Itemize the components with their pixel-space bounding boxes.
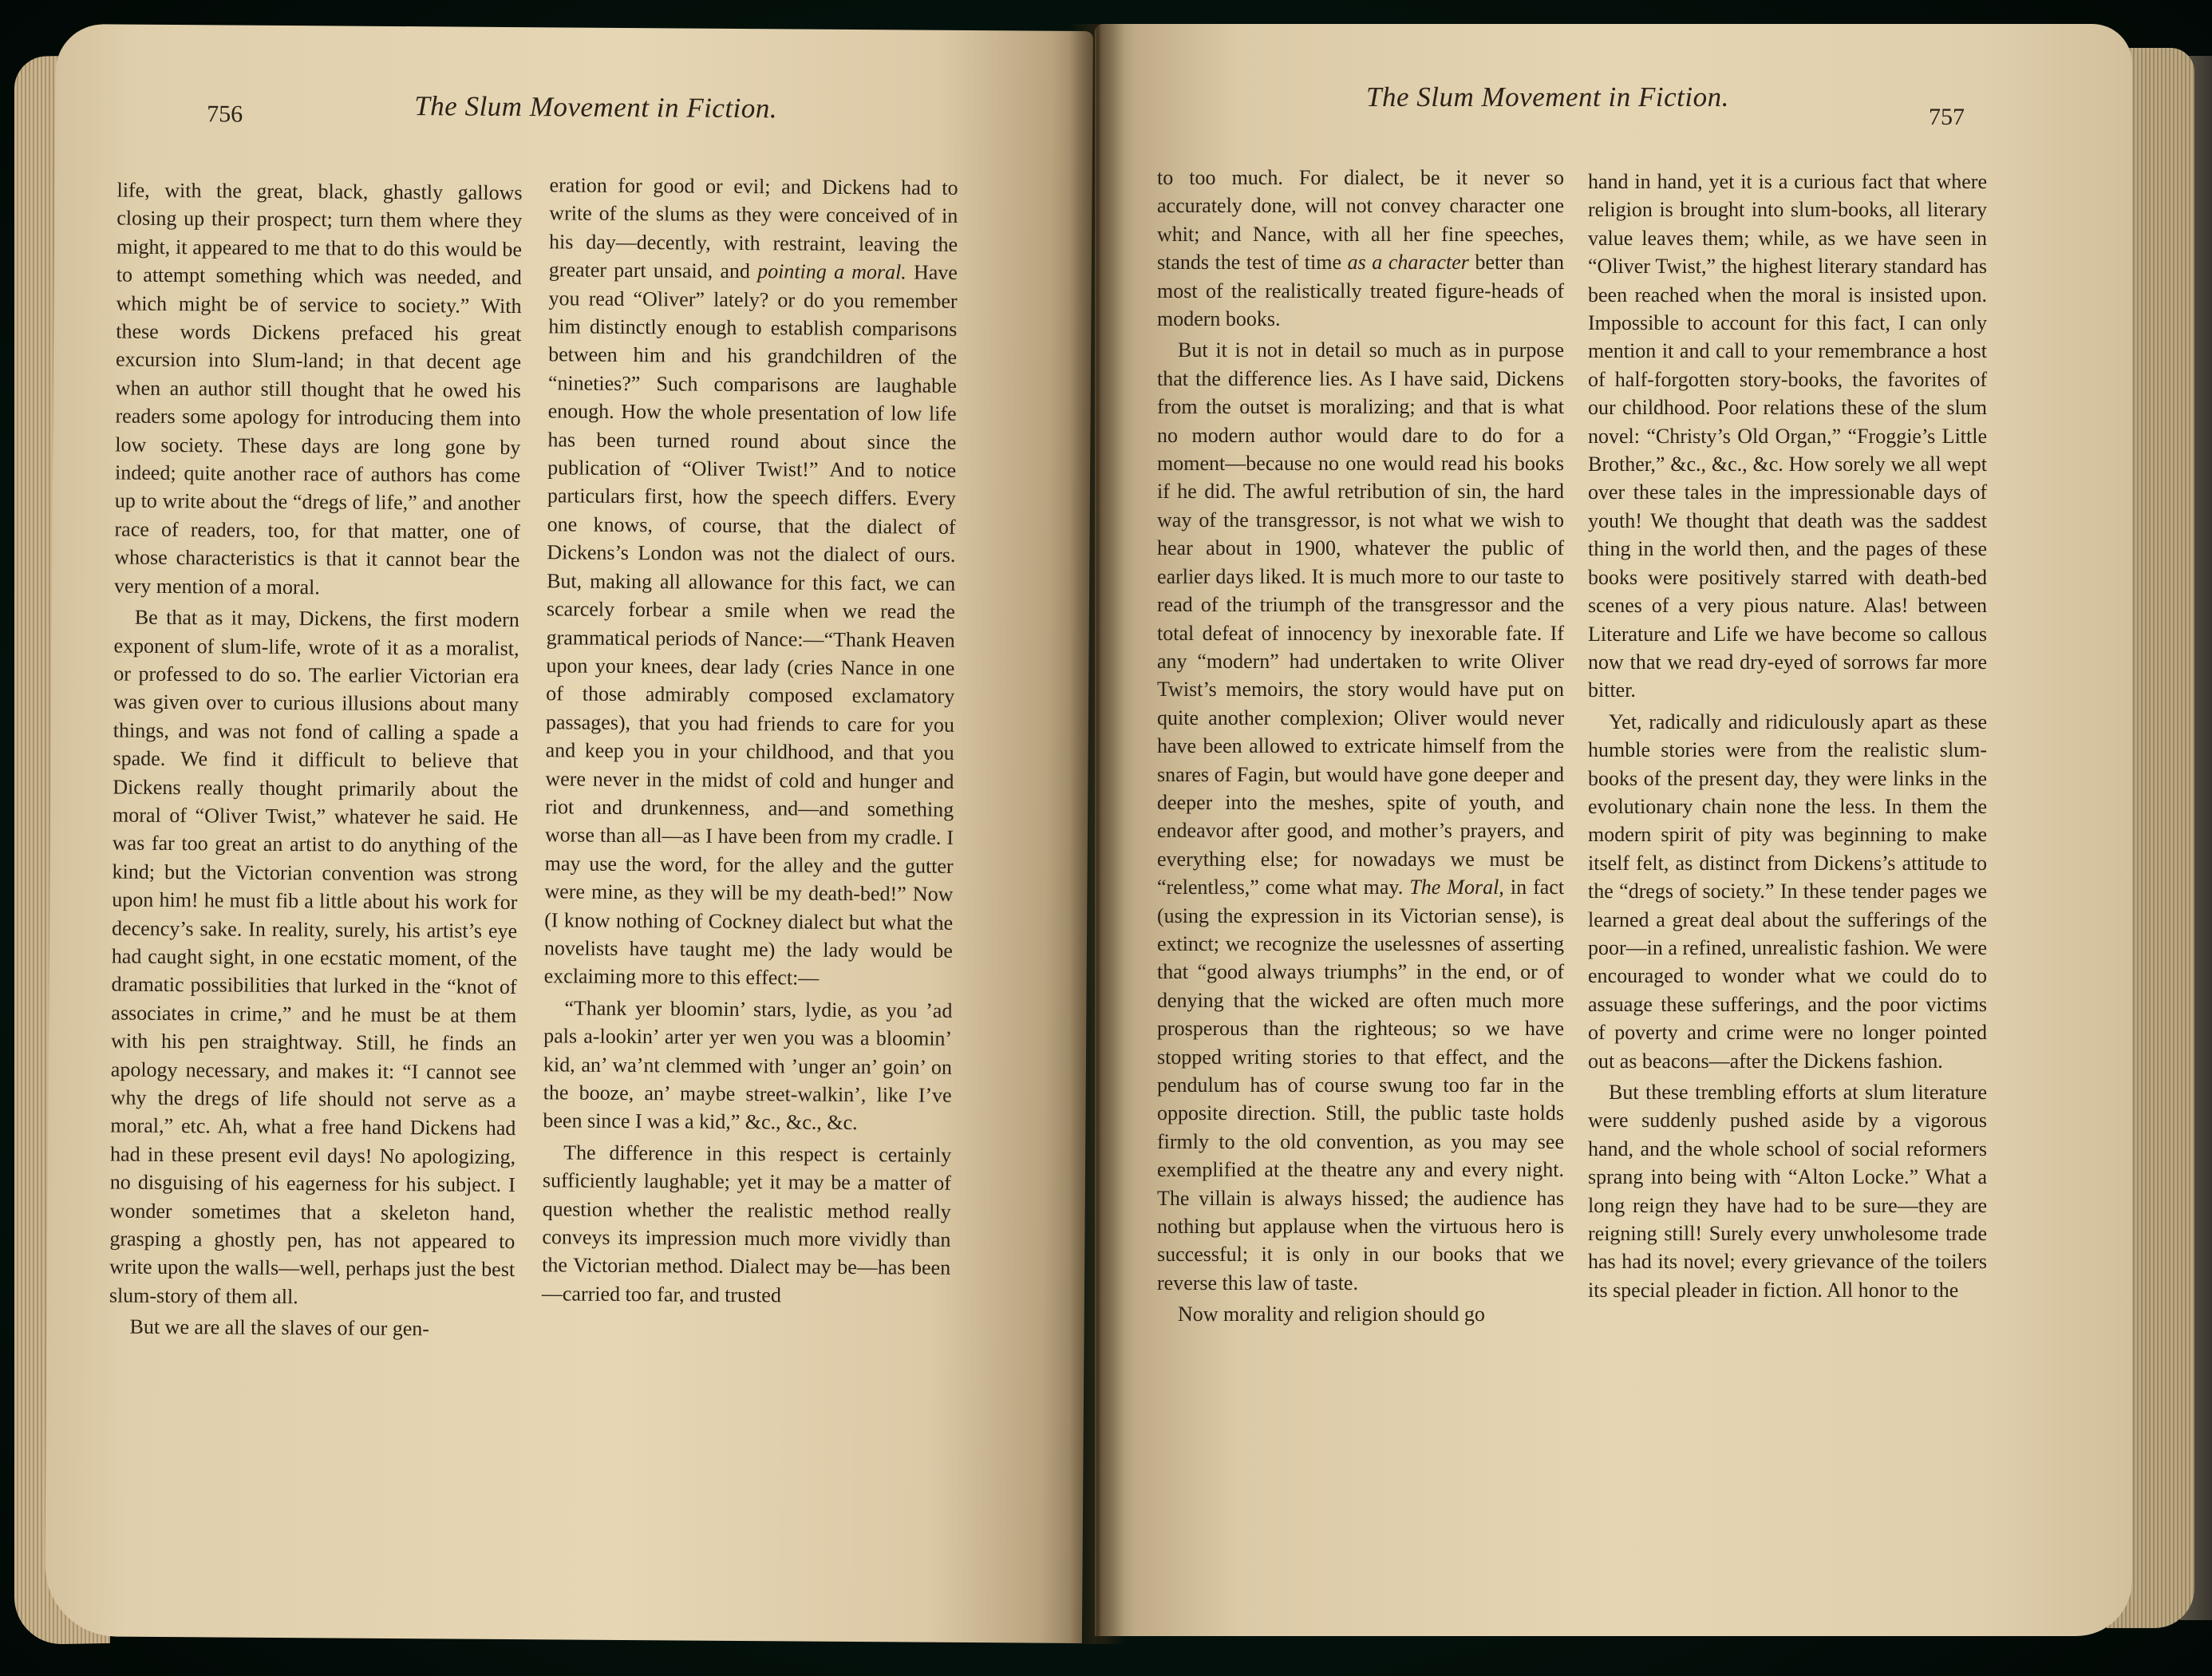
- italic-text: as a character: [1347, 251, 1469, 275]
- paragraph: hand in hand, yet it is a curious fact that where religion is brought into slum-books, all literary value leaves them; while, as we have seen in “Oliver Twist,” the highest literary standard has been reached when the moral is insisted upon. Impossible to account for this fact, I can only mention it and call to your remembrance a host of half-forgotten story-books, the favorites of our childhood. Poor relations these of the slum novel: “Christy’s Old Organ,” “Froggie’s Little Brother,” &c., &c., &c. How sorely we all wept over these tales in the impressionable days of youth! We thought that death was the saddest thing in the world then, and the pages of these books were positively starred with death-bed scenes of a very pious nature. Alas! between Literature and Life we have become so callous now that we read dry-eyed of sorrows far more bitter.: [1588, 170, 1987, 702]
- paragraph: [544, 171, 958, 993]
- paragraph: life, with the great, black, ghastly gallows closing up their prospect; turn them where they might, it appeared to me that to do this would be to attempt something which was needed, and which might be of service to society.” With these words Dickens prefaced his great excursion into Slum-land; in that decent age when an author still thought that he owed his readers some apology for introducing them into low society. These days are long gone by indeed; quite another race of authors has come up to write about the “dregs of life,” and another race of readers, too, for that matter, one of whose characteristics is that it cannot bear the very mention of a moral.: [113, 178, 523, 599]
- right-page-column-1: [1157, 164, 1564, 1329]
- right-running-head: The Slum Movement in Fiction.: [1366, 81, 1729, 113]
- paragraph: But we are all the slaves of our gen-: [129, 1314, 430, 1341]
- text-run: But it is not in detail so much as in purpose that the difference lies. As I have said, Dickens from the outset is moralizing; and that is what no modern author would dare to do for a moment—because no one would read his books if he did. The awful retribution of sin, the hard way of the transgressor, is not what we wish to hear about in 1900, whatever the public of earlier days liked. It is much more to our taste to read of the triumph of the transgressor and the total defeat of innocency by inexorable fate. If any “modern” had undertaken to write Oliver Twist’s memoirs, the story would have put on quite another complexion; Oliver would never have been allowed to extricate himself from the snares of Fagin, but would have gone deeper and deeper into the meshes, spite of youth, and endeavor after good, and mother’s prayers, and everything else; for nowadays we must be “relentless,” come what may.: [1157, 338, 1564, 899]
- paragraph: [1157, 336, 1564, 1297]
- text-run: to too much. For dialect, be it never so accurately done, will not convey character one whit; and Nance, with all her fine speeches, stands the test of time: [1157, 166, 1564, 275]
- paragraph: The difference in this respect is certainly sufficiently laughable; yet it may be a matter of question whether the realistic method really conveys its impression much more vividly than the Victorian method. Dialect may be—has been—carried too far, and trusted: [541, 1140, 952, 1307]
- text-run: in fact (using the expression in its Victorian sense), is extinct; we recognize the uselessnes of asserting that “good always triumphs” in the end, or of denying that the wicked are often much more prosperous than the righteous; so we have stopped writing stories to that effect, and the pendulum has of course swung too far in the opposite direction. Still, the public taste holds firmly to the old convention, as you may see exemplified at the theatre any and every night. The villain is always hissed; the audience has nothing but applause when the virtuous hero is successful; it is only in our books that we reverse this law of taste.: [1157, 876, 1565, 1295]
- paragraph: Be that as it may, Dickens, the first modern exponent of slum-life, wrote of it as a moralist, or professed to do so. The earlier Victorian era was given over to curious illusions about many things, and was not fond of calling a spade a spade. We find it difficult to believe that Dickens really thought primarily about the moral of “Oliver Twist,” whatever he said. He was far too great an artist to do anything of the kind; but the Victorian convention was strong upon him! he must fib a little about his work for decency’s sake. In reality, surely, his artist’s eye had caught sight, in one ecstatic moment, of the dramatic possibilities that lurked in the “knot of associates in crime,” and he must be at them with his pen straightway. Still, he finds an apology necessary, and makes it: “I cannot see why the dregs of life should not serve as a moral,” etc. Ah, what a free hand Dickens had had in these present evil days! No apologizing, no disguising of his eagerness for his subject. I wonder sometimes that a skeleton hand, grasping a ghostly pen, has not appeared to write upon the walls—well, perhaps just the best slum-story of them all.: [109, 605, 519, 1309]
- left-page-number: 756: [207, 101, 243, 128]
- dialect-quote: “Thank yer bloomin’ stars, lydie, as you ’ad pals a-lookin’ arter yer wen you was a bloomin’ kid, an’ wa’nt clemmed with ’unger an’ goin’ on the booze, an’ maybe street-walkin’, like I’ve been since I was a kid,” &c., &c., &c.: [543, 996, 953, 1135]
- left-page-column-2: [542, 171, 958, 1310]
- text-run: Have you read “Oliver” lately? or do you remember him distinctly enough to establish comparisons between him and his grandchildren of the “nineties?” Such comparisons are laughable enough. How the whole presentation of low life has been turned round about since the publication of “Oliver Twist!” And to notice particulars first, how the speech differs. Every one knows, of course, that the dialect of Dickens’s London was not the dialect of ours. But, making all allowance for this fact, we can scarcely forbear a smile when we read the grammatical periods of Nance:—“Thank Heaven upon your knees, dear lady (cries Nance in one of those admirably composed exclamatory passages), that you had friends to care for you and keep you in your childhood, and that you were never in the midst of cold and hunger and riot and drunkenness, and—and something worse than all—as I have been from my cradle. I may use the word, for the alley and the gutter were mine, as they will be my death-bed!” Now (I know nothing of Cockney dialect but what the novelists have taught me) the lady would be exclaiming more to this effect:—: [543, 260, 958, 990]
- paragraph: But these trembling efforts at slum literature were suddenly pushed aside by a vigorous hand, and the whole school of social reformers sprang into being with “Alton Locke.” What a long reign they have had to be sure—they are reigning still! Surely every unwholesome trade has had its novel; every grievance of the toilers its special pleader in fiction. All honor to the: [1588, 1081, 1987, 1302]
- italic-text: The Moral,: [1409, 876, 1504, 899]
- left-running-head: The Slum Movement in Fiction.: [414, 90, 778, 125]
- text-run: eration for good or evil; and Dickens had to write of the slums as they were conceived of in his day—decently, with restraint, leaving the greater part unsaid, and: [548, 173, 958, 283]
- right-page-number: 757: [1929, 104, 1965, 130]
- left-page-column-1: [109, 176, 522, 1344]
- text-run: better than most of the realistically treated figure-heads of modern books.: [1157, 251, 1565, 331]
- italic-text: pointing a moral.: [757, 259, 907, 284]
- paragraph: [1157, 164, 1564, 333]
- book-gutter: [1069, 24, 1125, 1644]
- right-page: [1095, 24, 2132, 1636]
- paragraph: Now morality and religion should go: [1178, 1302, 1485, 1326]
- right-page-column-2: [1588, 168, 1987, 1304]
- left-page: [45, 24, 1093, 1643]
- paragraph: Yet, radically and ridiculously apart as these humble stories were from the realistic slum-books of the present day, they were links in the evolutionary chain none the less. In them the modern spirit of pity was beginning to make itself felt, as distinct from Dickens’s attitude to the “dregs of society.” In these tender pages we learned a great deal about the sufferings of the poor—in a refined, unrealistic fashion. We were encouraged to wonder what we could do to assuage these sufferings, and the poor victims of poverty and crime were no longer pointed out as beacons—after the Dickens fashion.: [1588, 710, 1987, 1073]
